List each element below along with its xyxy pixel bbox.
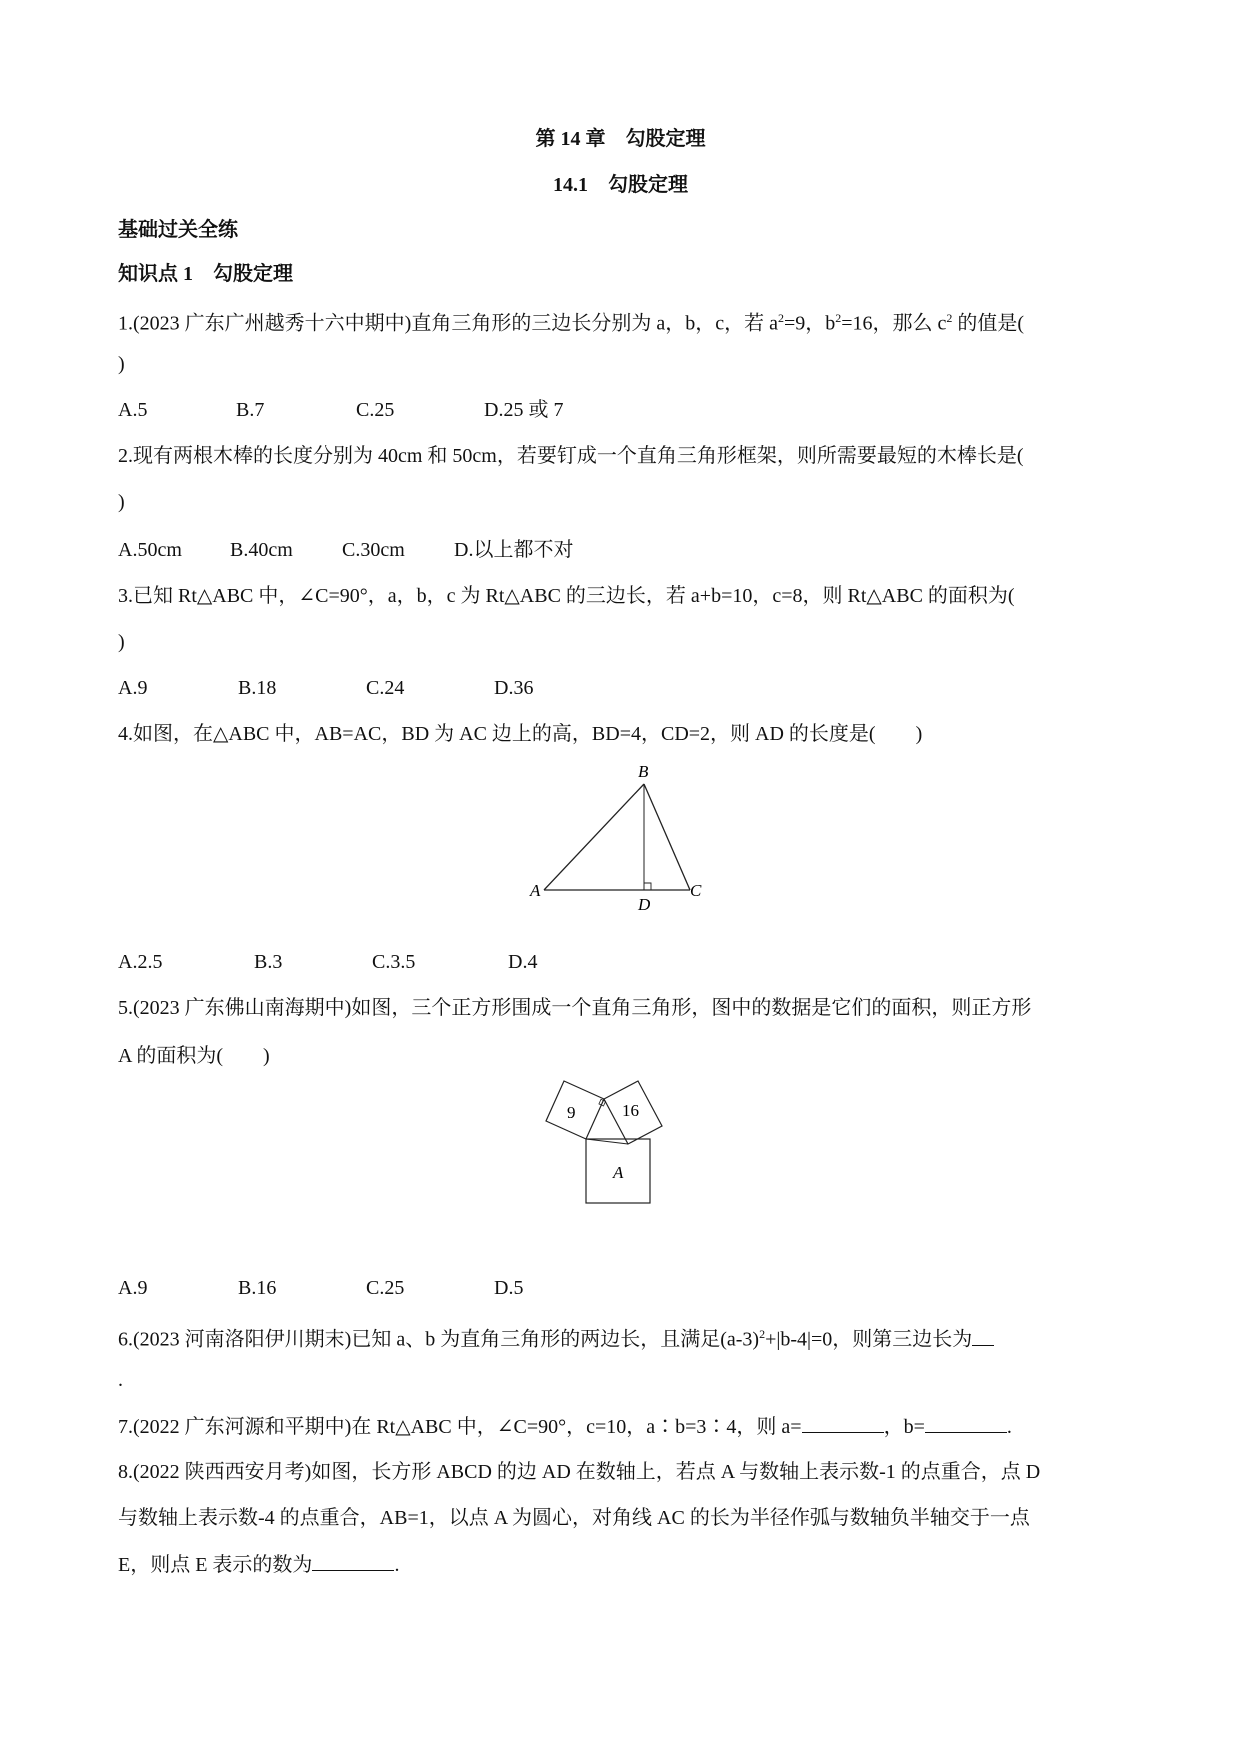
label-medium-area: 16 [622,1101,639,1120]
q6-stem-line2: . [118,1369,123,1391]
q4-option-d: D.4 [508,951,538,973]
q8-stem-line1: 8.(2022 陕西西安月考)如图，长方形 ABCD 的边 AD 在数轴上，若点 A 与数轴上表示数-1 的点重合，点 D [118,1461,1041,1483]
q3-option-b: B.18 [238,677,277,699]
q1-stem-line1: 1.(2023 广东广州越秀十六中期中)直角三角形的三边长分别为 a，b，c，若 $a^2=9$，$b^2=16$，那么 $c^2$ 的值是( [118,311,1025,335]
label-c: C [690,881,702,900]
label-small-area: 9 [567,1103,576,1122]
q2-option-b: B.40cm [230,539,293,561]
label-b: B [638,762,649,781]
label-large-square: A [613,1163,624,1182]
q3-stem-line1: 3.已知 Rt△ABC 中，∠C=90°，a，b，c 为 Rt△ABC 的三边长，若 a+b=10，c=8，则 Rt△ABC 的面积为( [118,585,1015,607]
section-label: 基础过关全练 [118,219,238,241]
q1-option-a: A.5 [118,399,148,421]
q4-option-b: B.3 [254,951,283,973]
q1-option-b: B.7 [236,399,265,421]
chapter-title: 第 14 章 勾股定理 [535,128,706,150]
q8-answer-blank[interactable] [312,1550,394,1571]
knowledge-point-label: 知识点 1 勾股定理 [118,263,293,285]
q4-option-a: A.2.5 [118,951,163,973]
q3-option-a: A.9 [118,677,148,699]
q2-stem-line2: ) [118,491,125,513]
q1-option-c: C.25 [356,399,395,421]
right-angle-mark [644,883,651,890]
q5-squares-figure [540,1080,700,1240]
q1-stem-line2: ) [118,353,125,375]
q5-stem-line2: A 的面积为( ) [118,1045,270,1067]
q7-answer-blank-a[interactable] [802,1412,884,1433]
q3-stem-line2: ) [118,631,125,653]
q2-stem-line1: 2.现有两根木棒的长度分别为 40cm 和 50cm，若要钉成一个直角三角形框架，则所需要最短的木棒长是( [118,445,1024,467]
q8-stem-line2: 与数轴上表示数-4 的点重合，AB=1，以点 A 为圆心，对角线 AC 的长为半径作弧与数轴负半轴交于一点 [118,1507,1030,1529]
q7-stem: 7.(2022 广东河源和平期中)在 Rt△ABC 中，∠C=90°，c=10，a∶b=3∶4，则 a= ，b= . [118,1412,1138,1441]
q3-option-d: D.36 [494,677,534,699]
q5-option-b: B.16 [238,1277,277,1299]
q2-option-c: C.30cm [342,539,405,561]
q5-option-a: A.9 [118,1277,148,1299]
label-d: D [638,895,651,914]
q4-triangle-figure [520,760,720,920]
q4-stem: 4.如图，在△ABC 中，AB=AC，BD 为 AC 边上的高，BD=4，CD=2，则 AD 的长度是( ) [118,723,923,745]
section-title: 14.1 勾股定理 [553,174,688,196]
q5-option-c: C.25 [366,1277,405,1299]
q7-answer-blank-b[interactable] [925,1412,1007,1433]
side-ab [544,784,644,890]
q2-option-a: A.50cm [118,539,182,561]
side-bc [644,784,690,890]
q5-stem-line1: 5.(2023 广东佛山南海期中)如图，三个正方形围成一个直角三角形，图中的数据是它们的面积，则正方形 [118,997,1032,1019]
q2-option-d: D.以上都不对 [454,539,574,561]
hypotenuse [586,1139,628,1144]
q1-option-d: D.25 或 7 [484,399,564,421]
q5-option-d: D.5 [494,1277,524,1299]
q6-stem-line1: 6.(2023 河南洛阳伊川期末)已知 a、b 为直角三角形的两边长，且满足$(a-3)^2+|b-4|=0$，则第三边长为 [118,1320,1138,1354]
q4-option-c: C.3.5 [372,951,416,973]
label-a: A [530,881,541,900]
q3-option-c: C.24 [366,677,405,699]
q6-answer-blank[interactable] [972,1325,994,1346]
q8-stem-line3: E，则点 E 表示的数为 . [118,1550,1138,1579]
